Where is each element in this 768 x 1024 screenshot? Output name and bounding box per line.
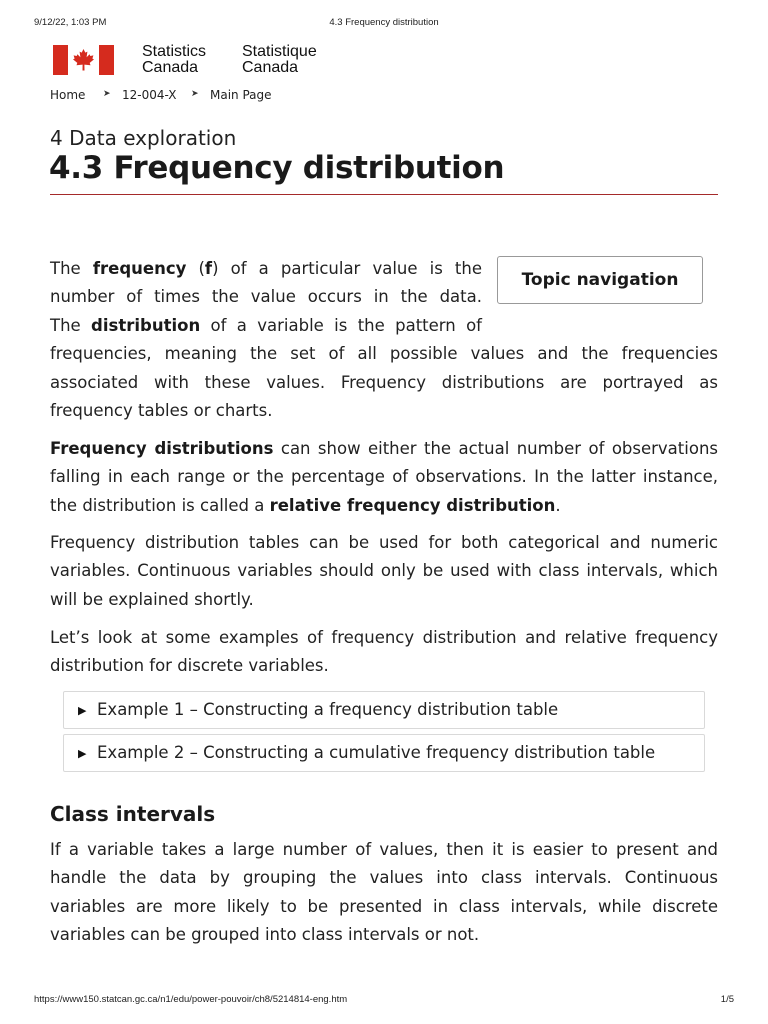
wordmark-en-line2: Canada (142, 59, 199, 76)
text-line: distribution for discrete variables. (50, 656, 329, 676)
text: of a variable is the pattern of (200, 315, 482, 335)
example-2-details[interactable] (63, 734, 705, 772)
example-2-summary: Example 2 – Constructing a cumulative frequency distribution table (97, 743, 656, 762)
print-datetime: 9/12/22, 1:03 PM (34, 17, 107, 28)
text-line: falling in each range or the percentage of observations. In the latter instance, (50, 467, 718, 487)
title-divider (50, 194, 718, 195)
paragraph-frequency-definition (50, 255, 718, 425)
text-line (50, 312, 482, 340)
text-line: Let’s look at some examples of frequency distribution and relative frequency (50, 628, 718, 647)
expand-triangle-icon: ▶ (78, 704, 87, 717)
term-frequency: frequency (92, 259, 187, 278)
breadcrumb-separator-icon: ➤ (191, 89, 199, 99)
text-line: variables. Continuous variables should only be used with class intervals, which (50, 561, 718, 581)
breadcrumb-home-link[interactable]: Home (50, 88, 86, 102)
term-frequency-distributions: Frequency distributions (50, 439, 274, 458)
text-line: If a variable takes a large number of values, then it is easier to present and (50, 840, 718, 859)
text: ( (186, 259, 205, 278)
print-header (34, 17, 734, 29)
text: The (50, 259, 93, 278)
print-page-number: 1/5 (720, 994, 734, 1005)
paragraph-examples-intro (50, 624, 718, 681)
text-line: associated with these values. Frequency distributions are portrayed as (50, 372, 718, 392)
term-relative-frequency-distribution: relative frequency distribution (269, 495, 556, 515)
breadcrumb-12-004-x-link[interactable]: 12-004-X (122, 88, 177, 102)
text-line (50, 492, 718, 520)
topic-navigation-button[interactable]: Topic navigation (497, 256, 703, 304)
text-line: handle the data by grouping the values into class intervals. Continuous (50, 868, 718, 888)
text-line: variables can be grouped into class intervals or not. (50, 925, 480, 945)
text: the distribution is called a (50, 495, 270, 515)
print-url: https://www150.statcan.gc.ca/n1/edu/power-pouvoir/ch8/5214814-eng.htm (34, 994, 348, 1005)
text: can show either the actual number of observations (273, 439, 718, 458)
print-footer (34, 994, 734, 1006)
example-1-summary: Example 1 – Constructing a frequency distribution table (97, 700, 559, 719)
text-line: Frequency distribution tables can be used for both categorical and numeric (50, 533, 718, 552)
text: The (50, 315, 92, 335)
text-line: variables are more likely to be presented in class intervals, while discrete (50, 896, 718, 916)
section-heading-class-intervals: Class intervals (50, 802, 216, 826)
text: ) of a particular value is the (212, 259, 483, 278)
term-f: f (204, 259, 213, 278)
paragraph-relative-frequency (50, 435, 718, 520)
wordmark-fr-line1: Statistique (242, 43, 317, 60)
term-distribution: distribution (91, 315, 201, 335)
paragraph-class-intervals (50, 836, 718, 950)
wordmark-english (142, 44, 206, 76)
chapter-kicker: 4 Data exploration (50, 126, 237, 150)
text-line: will be explained shortly. (50, 589, 254, 609)
print-title: 4.3 Frequency distribution (329, 17, 439, 28)
text-line (50, 435, 718, 463)
wordmark-en-line1: Statistics (142, 43, 207, 60)
wordmark-french (242, 44, 317, 76)
breadcrumb-separator-icon: ➤ (103, 89, 111, 99)
wordmark-fr-line2: Canada (242, 59, 299, 76)
text-line: frequencies, meaning the set of all possible values and the frequencies (50, 344, 718, 364)
breadcrumb-main-page-link[interactable]: Main Page (210, 88, 272, 102)
expand-triangle-icon: ▶ (78, 747, 87, 760)
text-line: frequency tables or charts. (50, 400, 273, 420)
paragraph-tables-usage (50, 529, 718, 614)
example-1-details[interactable] (63, 691, 705, 729)
text: . (555, 495, 561, 515)
canada-flag-icon (53, 45, 114, 75)
text-line: number of times the value occurs in the data. (50, 287, 482, 307)
text-line (50, 255, 482, 283)
page-title: 4.3 Frequency distribution (49, 150, 505, 186)
